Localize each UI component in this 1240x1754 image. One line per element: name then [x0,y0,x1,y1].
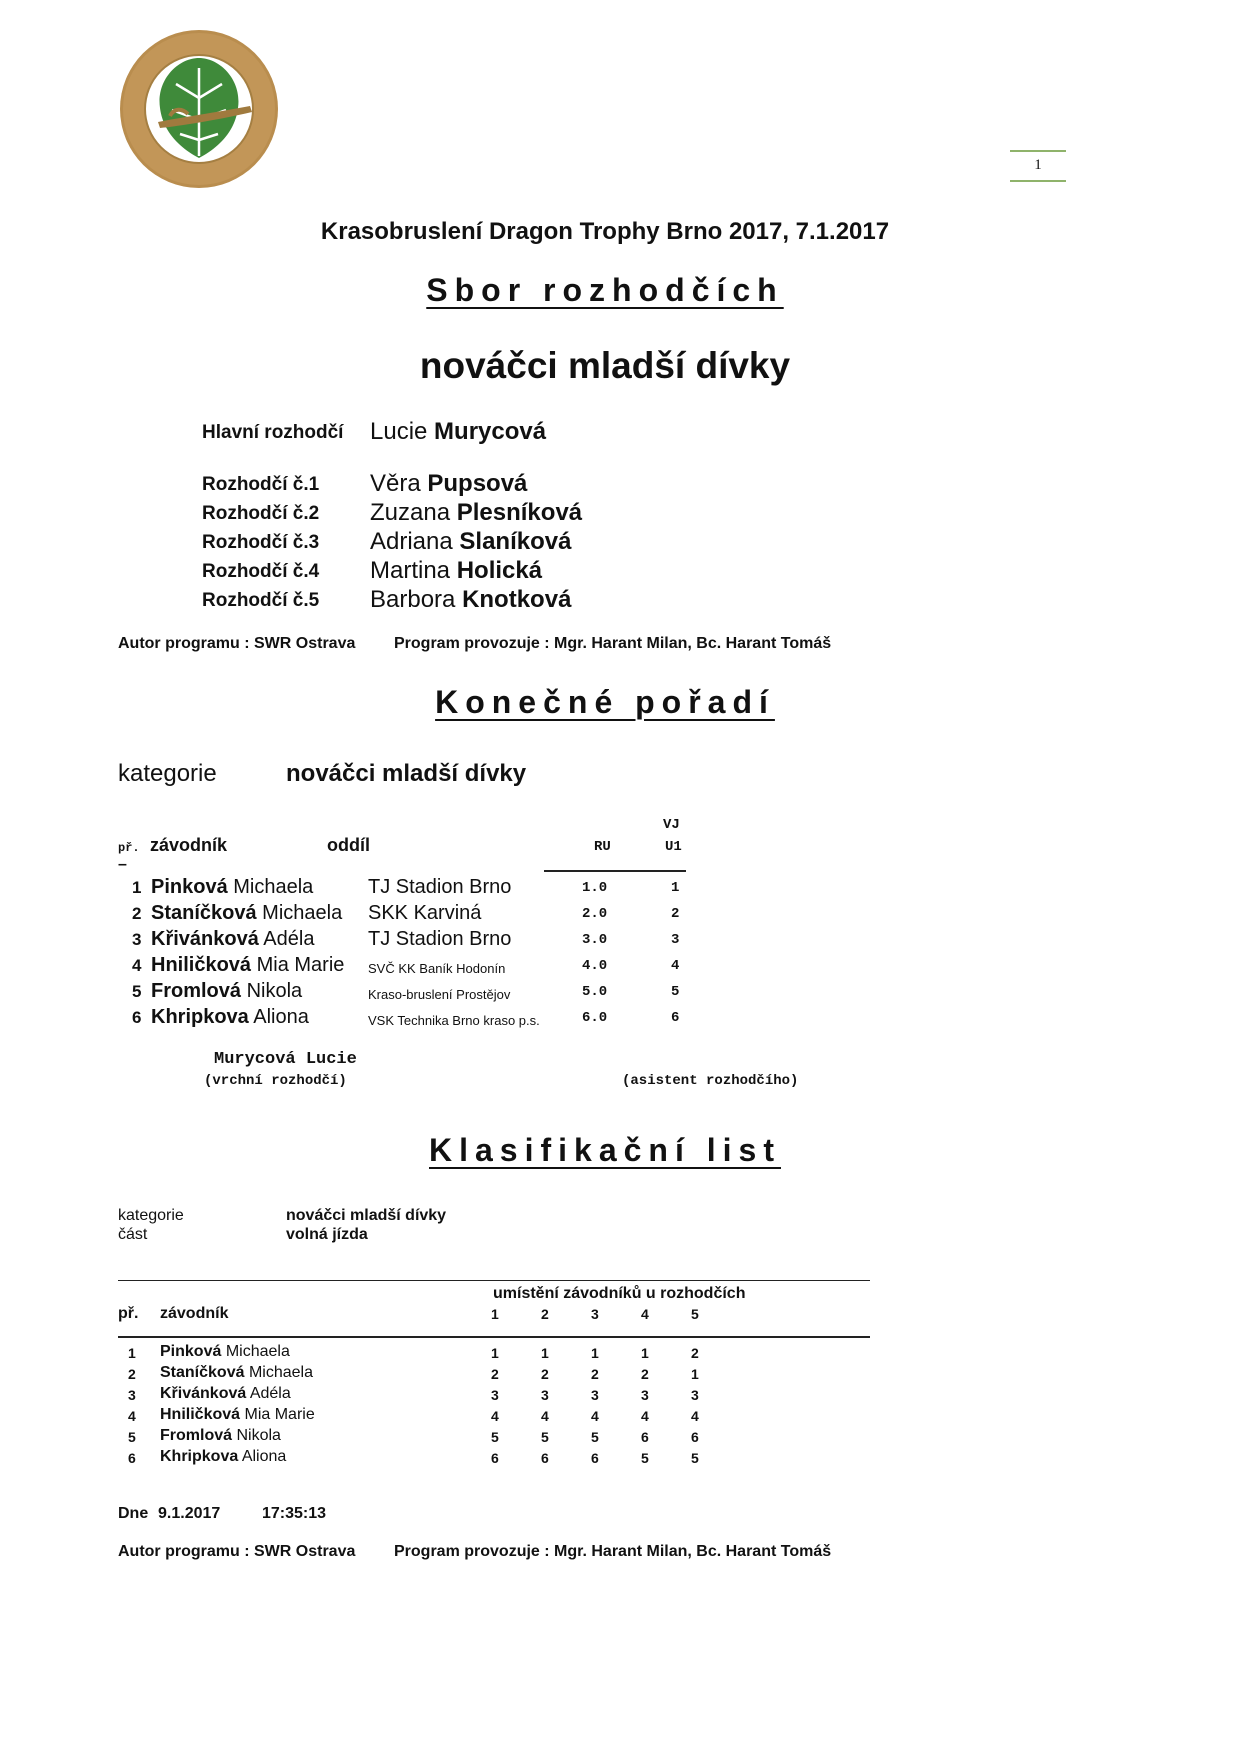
ranking-category-label: kategorie [118,760,217,787]
judge-placement: 6 [541,1450,549,1466]
class-rank: 6 [128,1450,136,1466]
signature-role: (vrchní rozhodčí) [204,1073,347,1089]
referee-row [0,418,1240,444]
judge-label: Rozhodčí č.1 [202,474,320,495]
ranking-club: Kraso-bruslení Prostějov [368,987,511,1002]
classification-row [0,1385,1240,1406]
judge-label: Rozhodčí č.5 [202,590,320,611]
judge-row [0,557,1240,583]
header-rule [544,870,686,872]
competitor-last-name: Pinková [151,876,228,898]
ranking-row [0,1006,1240,1032]
class-category-label: kategorie [118,1207,184,1224]
competitor-first-name: Nikola [236,1427,281,1444]
ranking-row [0,928,1240,954]
class-competitor [160,1427,281,1445]
ranking-club: SVČ KK Baník Hodonín [368,961,506,976]
judge-placement: 6 [691,1429,699,1445]
ranking-heading: Konečné pořadí [435,684,775,720]
ranking-competitor [151,928,314,951]
document-title: Krasobruslení Dragon Trophy Brno 2017, 7.1.2017 [320,218,890,245]
ranking-rank: 1 [132,878,142,897]
judge-row [0,528,1240,554]
competitor-last-name: Khripkova [160,1448,239,1465]
ranking-ru: 4.0 [582,958,608,974]
classification-row [0,1364,1240,1385]
competitor-first-name: Adéla [249,1385,291,1402]
judge-placement: 5 [541,1429,549,1445]
author-credit-bottom: Autor programu : SWR Ostrava [118,1543,356,1560]
judge-first-name: Věra [370,470,421,497]
class-part-label: část [118,1226,148,1243]
ranking-competitor [151,876,313,899]
judge-placement: 2 [641,1366,649,1382]
judge-placement: 4 [541,1408,549,1424]
judge-label: Rozhodčí č.4 [202,561,320,582]
ranking-row [0,902,1240,928]
competitor-last-name: Fromlová [160,1427,233,1444]
judge-placement: 2 [491,1366,499,1382]
date-label: Dne [118,1505,149,1522]
classification-row [0,1448,1240,1469]
ranking-ru: 1.0 [582,880,608,896]
judge-placement: 1 [641,1345,649,1361]
judge-placement: 3 [591,1387,599,1403]
signature-name: Murycová Lucie [214,1050,357,1069]
ranking-vj: 3 [671,932,680,948]
competitor-last-name: Khripkova [151,1006,249,1028]
judge-last-name: Slaníková [459,528,572,555]
class-col-rank: př. [118,1305,139,1322]
col-name: závodník [150,835,228,855]
judge-name [370,470,527,498]
class-top-rule [118,1280,870,1281]
competitor-first-name: Aliona [241,1448,287,1465]
class-competitor [160,1448,286,1466]
judge-placement: 2 [541,1366,549,1382]
competitor-first-name: Mia Marie [244,1406,315,1423]
competitor-last-name: Fromlová [151,980,242,1002]
judge-placement: 2 [691,1345,699,1361]
class-col-name: závodník [160,1305,229,1322]
ranking-club: VSK Technika Brno kraso p.s. [368,1013,540,1028]
time-value: 17:35:13 [262,1505,327,1522]
ranking-vj: 5 [671,984,680,1000]
classification-row [0,1406,1240,1427]
class-competitor [160,1343,290,1361]
judge-name [370,499,582,527]
referee-name: Lucie Murycová [370,418,547,445]
judge-placement: 5 [641,1450,649,1466]
operator-credit: Program provozuje : Mgr. Harant Milan, Bc. Harant Tomáš [394,635,832,652]
ranking-rank: 5 [132,982,142,1001]
class-rank: 5 [128,1429,136,1445]
judge-placement: 6 [591,1450,599,1466]
judge-placement: 6 [641,1429,649,1445]
ranking-rank: 6 [132,1008,142,1027]
ranking-ru: 5.0 [582,984,608,1000]
col-vj-bottom: U1 [665,839,682,855]
judge-placement: 4 [491,1408,499,1424]
competitor-last-name: Hniličková [151,954,252,976]
competitor-first-name: Michaela [225,1343,290,1360]
competitor-first-name: Aliona [253,1006,309,1028]
ranking-competitor [151,902,342,925]
class-rank: 1 [128,1345,136,1361]
class-judge-col-2: 2 [541,1306,549,1322]
judge-first-name: Martina [370,557,451,584]
col-ru: RU [594,839,611,855]
competitor-first-name: Michaela [248,1364,313,1381]
ranking-competitor [151,1006,309,1029]
competitor-first-name: Michaela [233,876,314,898]
class-header-rule [118,1336,870,1338]
judge-placement: 1 [541,1345,549,1361]
judges-heading: Sbor rozhodčích [426,272,784,308]
class-judge-col-1: 1 [491,1306,499,1322]
judge-last-name: Knotková [462,586,572,613]
ranking-ru: 6.0 [582,1010,608,1026]
judge-first-name: Adriana [370,528,453,555]
judge-label: Rozhodčí č.3 [202,532,320,553]
judge-row [0,586,1240,612]
judge-placement: 5 [591,1429,599,1445]
ranking-competitor [151,980,302,1003]
competitor-first-name: Adéla [263,928,315,950]
ranking-row [0,876,1240,902]
judge-placement: 3 [491,1387,499,1403]
judge-first-name: Barbora [370,586,456,613]
class-rank: 3 [128,1387,136,1403]
assistant-role: (asistent rozhodčího) [622,1073,799,1089]
referee-label: Hlavní rozhodčí [202,422,344,443]
judge-placement: 3 [541,1387,549,1403]
page-number: 1 [1010,150,1066,182]
judge-placement: 4 [591,1408,599,1424]
class-judge-col-3: 3 [591,1306,599,1322]
judge-placement: 5 [691,1450,699,1466]
judge-placement: 6 [491,1450,499,1466]
competitor-last-name: Staníčková [160,1364,245,1381]
judge-placement: 1 [591,1345,599,1361]
ranking-vj: 4 [671,958,680,974]
judge-label: Rozhodčí č.2 [202,503,320,524]
class-judge-col-5: 5 [691,1306,699,1322]
judge-placement: 3 [641,1387,649,1403]
ranking-ru: 3.0 [582,932,608,948]
ranking-ru: 2.0 [582,906,608,922]
competitor-last-name: Křivánková [151,928,259,950]
judge-row [0,499,1240,525]
judge-placement: 2 [591,1366,599,1382]
ranking-category-value: nováčci mladší dívky [286,760,527,787]
class-judge-col-4: 4 [641,1306,649,1322]
judge-last-name: Plesníková [456,499,583,526]
ranking-vj: 1 [671,880,680,896]
judge-placement: 3 [691,1387,699,1403]
classification-row [0,1427,1240,1448]
ranking-competitor [151,954,344,977]
judge-last-name: Holická [456,557,543,584]
date-value: 9.1.2017 [158,1505,221,1522]
ranking-vj: 2 [671,906,680,922]
judge-placement: 1 [691,1366,699,1382]
competitor-last-name: Hniličková [160,1406,241,1423]
ranking-row [0,980,1240,1006]
judge-placement: 4 [691,1408,699,1424]
judge-first-name: Zuzana [370,499,451,526]
class-category-value: nováčci mladší dívky [286,1207,447,1224]
competitor-last-name: Křivánková [160,1385,247,1402]
col-vj-top: VJ [663,817,680,833]
competitor-last-name: Staníčková [151,902,257,924]
class-competitor [160,1385,291,1403]
ranking-club: TJ Stadion Brno [368,928,512,950]
class-part-value: volná jízda [286,1226,368,1243]
judge-last-name: Pupsová [427,470,528,497]
competitor-first-name: Nikola [246,980,303,1002]
competitor-last-name: Pinková [160,1343,222,1360]
ranking-rank: 4 [132,956,142,975]
ranking-vj: 6 [671,1010,680,1026]
ranking-row [0,954,1240,980]
judge-name [370,528,571,556]
col-rank: př. [118,841,140,855]
ranking-club: SKK Karviná [368,902,482,924]
federation-logo [118,28,280,190]
class-group-header: umístění závodníků u rozhodčích [493,1285,746,1302]
classification-row [0,1343,1240,1364]
competitor-first-name: Michaela [262,902,343,924]
competitor-first-name: Mia Marie [256,954,345,976]
author-credit: Autor programu : SWR Ostrava [118,635,356,652]
judge-placement: 1 [491,1345,499,1361]
class-competitor [160,1364,313,1382]
judge-name [370,557,542,585]
judge-placement: 4 [641,1408,649,1424]
class-rank: 4 [128,1408,136,1424]
judge-row [0,470,1240,496]
judge-name [370,586,571,614]
judge-placement: 5 [491,1429,499,1445]
col-dash: – [118,856,127,873]
ranking-rank: 2 [132,904,142,923]
classification-heading: Klasifikační list [429,1132,781,1168]
operator-credit-bottom: Program provozuje : Mgr. Harant Milan, Bc. Harant Tomáš [394,1543,832,1560]
ranking-club: TJ Stadion Brno [368,876,512,898]
class-rank: 2 [128,1366,136,1382]
ranking-rank: 3 [132,930,142,949]
col-club: oddíl [327,835,370,855]
category-title: nováčci mladší dívky [419,345,791,386]
class-competitor [160,1406,315,1424]
